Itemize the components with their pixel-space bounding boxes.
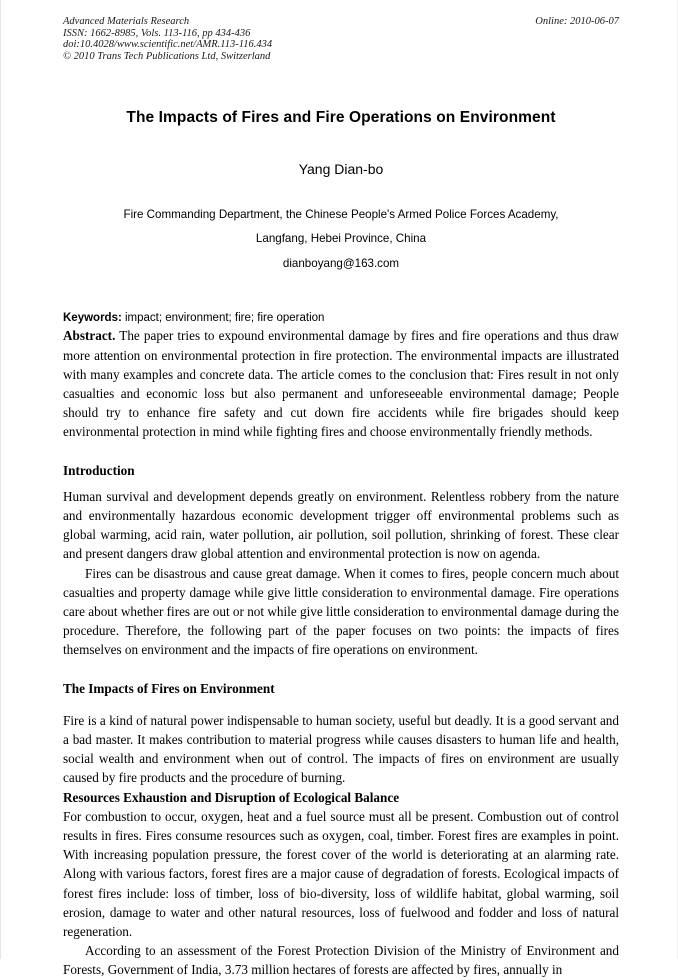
introduction-paragraph-1: Human survival and development depends greatly on environment. Relentless robbery from the nature and environmentally hazardous economic development trigger off environmental problems such as global warming, acid rain, water pollution, air pollution, soil pollution, shrinking of forest. These clear and present dangers draw global attention and environmental protection is now on agenda. xyxy=(63,488,619,562)
article-title: The Impacts of Fires and Fire Operations on Environment xyxy=(126,109,556,127)
journal-name: Advanced Materials Research xyxy=(63,16,190,27)
keywords-label: Keywords: xyxy=(63,312,122,325)
impacts-paragraph-2: For combustion to occur, oxygen, heat and a fuel source must all be present. Combustion out of control results in fires. Fires consume resources such as oxygen, coal, timber. Forest fires are examples in point. With increasing population pressure, the forest cover of the world is deteriorating at an alarming rate. Along with various factors, forest fires are a major cause of degradation of forests. Ecological impacts of forest fires include: loss of timber, loss of bio-diversity, loss of wildlife habitat, global warming, soil erosion, damage to water and other natural resources, loss of fuelwood and fodder and loss of natural regeneration. xyxy=(63,808,619,940)
page-content xyxy=(63,16,619,980)
impacts-paragraph-1: Fire is a kind of natural power indispensable to human society, useful but deadly. It is a good servant and a bad master. It makes contribution to material progress while causes disasters to human life and health, social wealth and environment when out of control. The impacts of fires on environment are usually caused by fire products and the procedure of burning. xyxy=(63,712,619,786)
section-heading-impacts-of-fires: The Impacts of Fires on Environment xyxy=(63,680,275,696)
keywords-line xyxy=(63,311,619,326)
affiliation-line-2: Langfang, Hebei Province, China xyxy=(255,232,427,246)
issn-volume-pages: ISSN: 1662-8985, Vols. 113-116, pp 434-436 xyxy=(63,27,251,39)
abstract-text: The paper tries to expound environmental damage by fires and fire operations and thus draw more attention on environmental protection in fire protection. The environmental impacts are illustrated with many examples and concrete data. The article comes to the conclusion that: Fires result in not only casualties and economic loss but also permanent and unforeseeable environmental damage; People should try to enhance fire safety and cut down fire accidents while fire brigades should keep environmental protection in mind while fighting fires and choose environmentally friendly methods. xyxy=(63,328,619,440)
author-affiliation xyxy=(63,203,619,276)
doi-line: doi:10.4028/www.scientific.net/AMR.113-116.434 xyxy=(63,39,273,51)
abstract-label: Abstract. xyxy=(63,328,116,344)
author-name: Yang Dian-bo xyxy=(298,161,384,178)
keywords-value: impact; environment; fire; fire operation xyxy=(121,312,325,325)
online-publication-date: Online: 2010-06-07 xyxy=(535,16,619,27)
copyright-line: © 2010 Trans Tech Publications Ltd, Switzerland xyxy=(63,50,271,62)
abstract-paragraph xyxy=(63,326,619,441)
impacts-paragraph-3: According to an assessment of the Forest Protection Division of the Ministry of Environment and Forests, Government of India, 3.73 million hectares of forests are affected by fires, annually in xyxy=(63,943,619,978)
author-email: dianboyang@163.com xyxy=(282,257,400,271)
section-heading-introduction: Introduction xyxy=(63,462,135,478)
affiliation-line-1: Fire Commanding Department, the Chinese People's Armed Police Forces Academy, xyxy=(123,208,559,222)
subsection-heading-resources-exhaustion: Resources Exhaustion and Disruption of Ecological Balance xyxy=(63,789,400,805)
introduction-paragraph-2: Fires can be disastrous and cause great damage. When it comes to fires, people concern much about casualties and property damage while give little consideration to environmental damage. Fire operations care about whether fires are out or not while give little consideration to environmental damage during the procedure. Therefore, the following part of the paper focuses on two points: the impacts of fires themselves on environment and the impacts of fire operations on environment. xyxy=(63,565,619,658)
journal-masthead xyxy=(63,16,619,62)
